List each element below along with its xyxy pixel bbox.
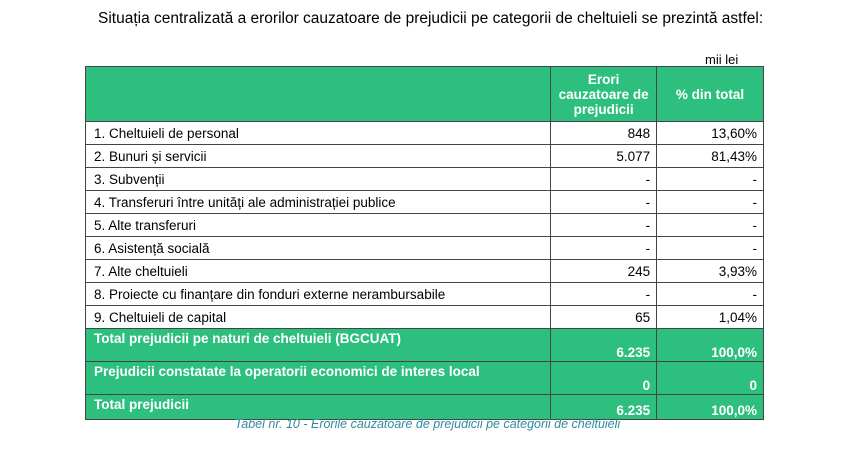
row-percent: 13,60% — [657, 122, 764, 145]
table-row — [86, 168, 764, 191]
total-row — [86, 329, 764, 362]
table-row — [86, 260, 764, 283]
total-value: 6.235 — [551, 395, 657, 420]
row-percent: - — [657, 191, 764, 214]
total-label: Total prejudicii pe naturi de cheltuieli (BGCUAT) — [86, 329, 551, 362]
row-percent: - — [657, 214, 764, 237]
errors-table — [85, 66, 764, 420]
total-label: Prejudicii constatate la operatorii economici de interes local — [86, 362, 551, 395]
row-percent: - — [657, 237, 764, 260]
row-label: 5. Alte transferuri — [86, 214, 551, 237]
row-label: 9. Cheltuieli de capital — [86, 306, 551, 329]
header-errors: Erori cauzatoare de prejudicii — [551, 67, 657, 122]
row-label: 2. Bunuri și servicii — [86, 145, 551, 168]
table-row — [86, 283, 764, 306]
total-label: Total prejudicii — [86, 395, 551, 420]
header-category — [86, 67, 551, 122]
table-row — [86, 214, 764, 237]
row-value: 848 — [551, 122, 657, 145]
row-value: - — [551, 191, 657, 214]
table-row — [86, 145, 764, 168]
table-row — [86, 191, 764, 214]
row-label: 7. Alte cheltuieli — [86, 260, 551, 283]
header-percent: % din total — [657, 67, 764, 122]
row-label: 3. Subvenții — [86, 168, 551, 191]
total-row — [86, 362, 764, 395]
row-label: 8. Proiecte cu finanțare din fonduri externe nerambursabile — [86, 283, 551, 306]
row-value: 65 — [551, 306, 657, 329]
row-label: 1. Cheltuieli de personal — [86, 122, 551, 145]
row-value: - — [551, 168, 657, 191]
table-header-row — [86, 67, 764, 122]
row-percent: 1,04% — [657, 306, 764, 329]
table-row — [86, 237, 764, 260]
unit-label: mii lei — [705, 52, 739, 67]
total-value: 6.235 — [551, 329, 657, 362]
intro-paragraph: Situația centralizată a erorilor cauzatoare de prejudicii pe categorii de cheltuieli se prezintă astfel: — [98, 10, 764, 27]
total-value: 0 — [551, 362, 657, 395]
row-value: 245 — [551, 260, 657, 283]
row-value: 5.077 — [551, 145, 657, 168]
row-percent: 3,93% — [657, 260, 764, 283]
total-percent: 100,0% — [657, 329, 764, 362]
total-row — [86, 395, 764, 420]
row-value: - — [551, 237, 657, 260]
total-percent: 0 — [657, 362, 764, 395]
table-row — [86, 122, 764, 145]
total-percent: 100,0% — [657, 395, 764, 420]
row-percent: 81,43% — [657, 145, 764, 168]
table-caption: Tabel nr. 10 - Erorile cauzatoare de prejudicii pe categorii de cheltuieli — [234, 417, 621, 431]
row-value: - — [551, 283, 657, 306]
row-percent: - — [657, 283, 764, 306]
row-value: - — [551, 214, 657, 237]
table-row — [86, 306, 764, 329]
row-label: 6. Asistență socială — [86, 237, 551, 260]
row-label: 4. Transferuri între unități ale administrației publice — [86, 191, 551, 214]
row-percent: - — [657, 168, 764, 191]
